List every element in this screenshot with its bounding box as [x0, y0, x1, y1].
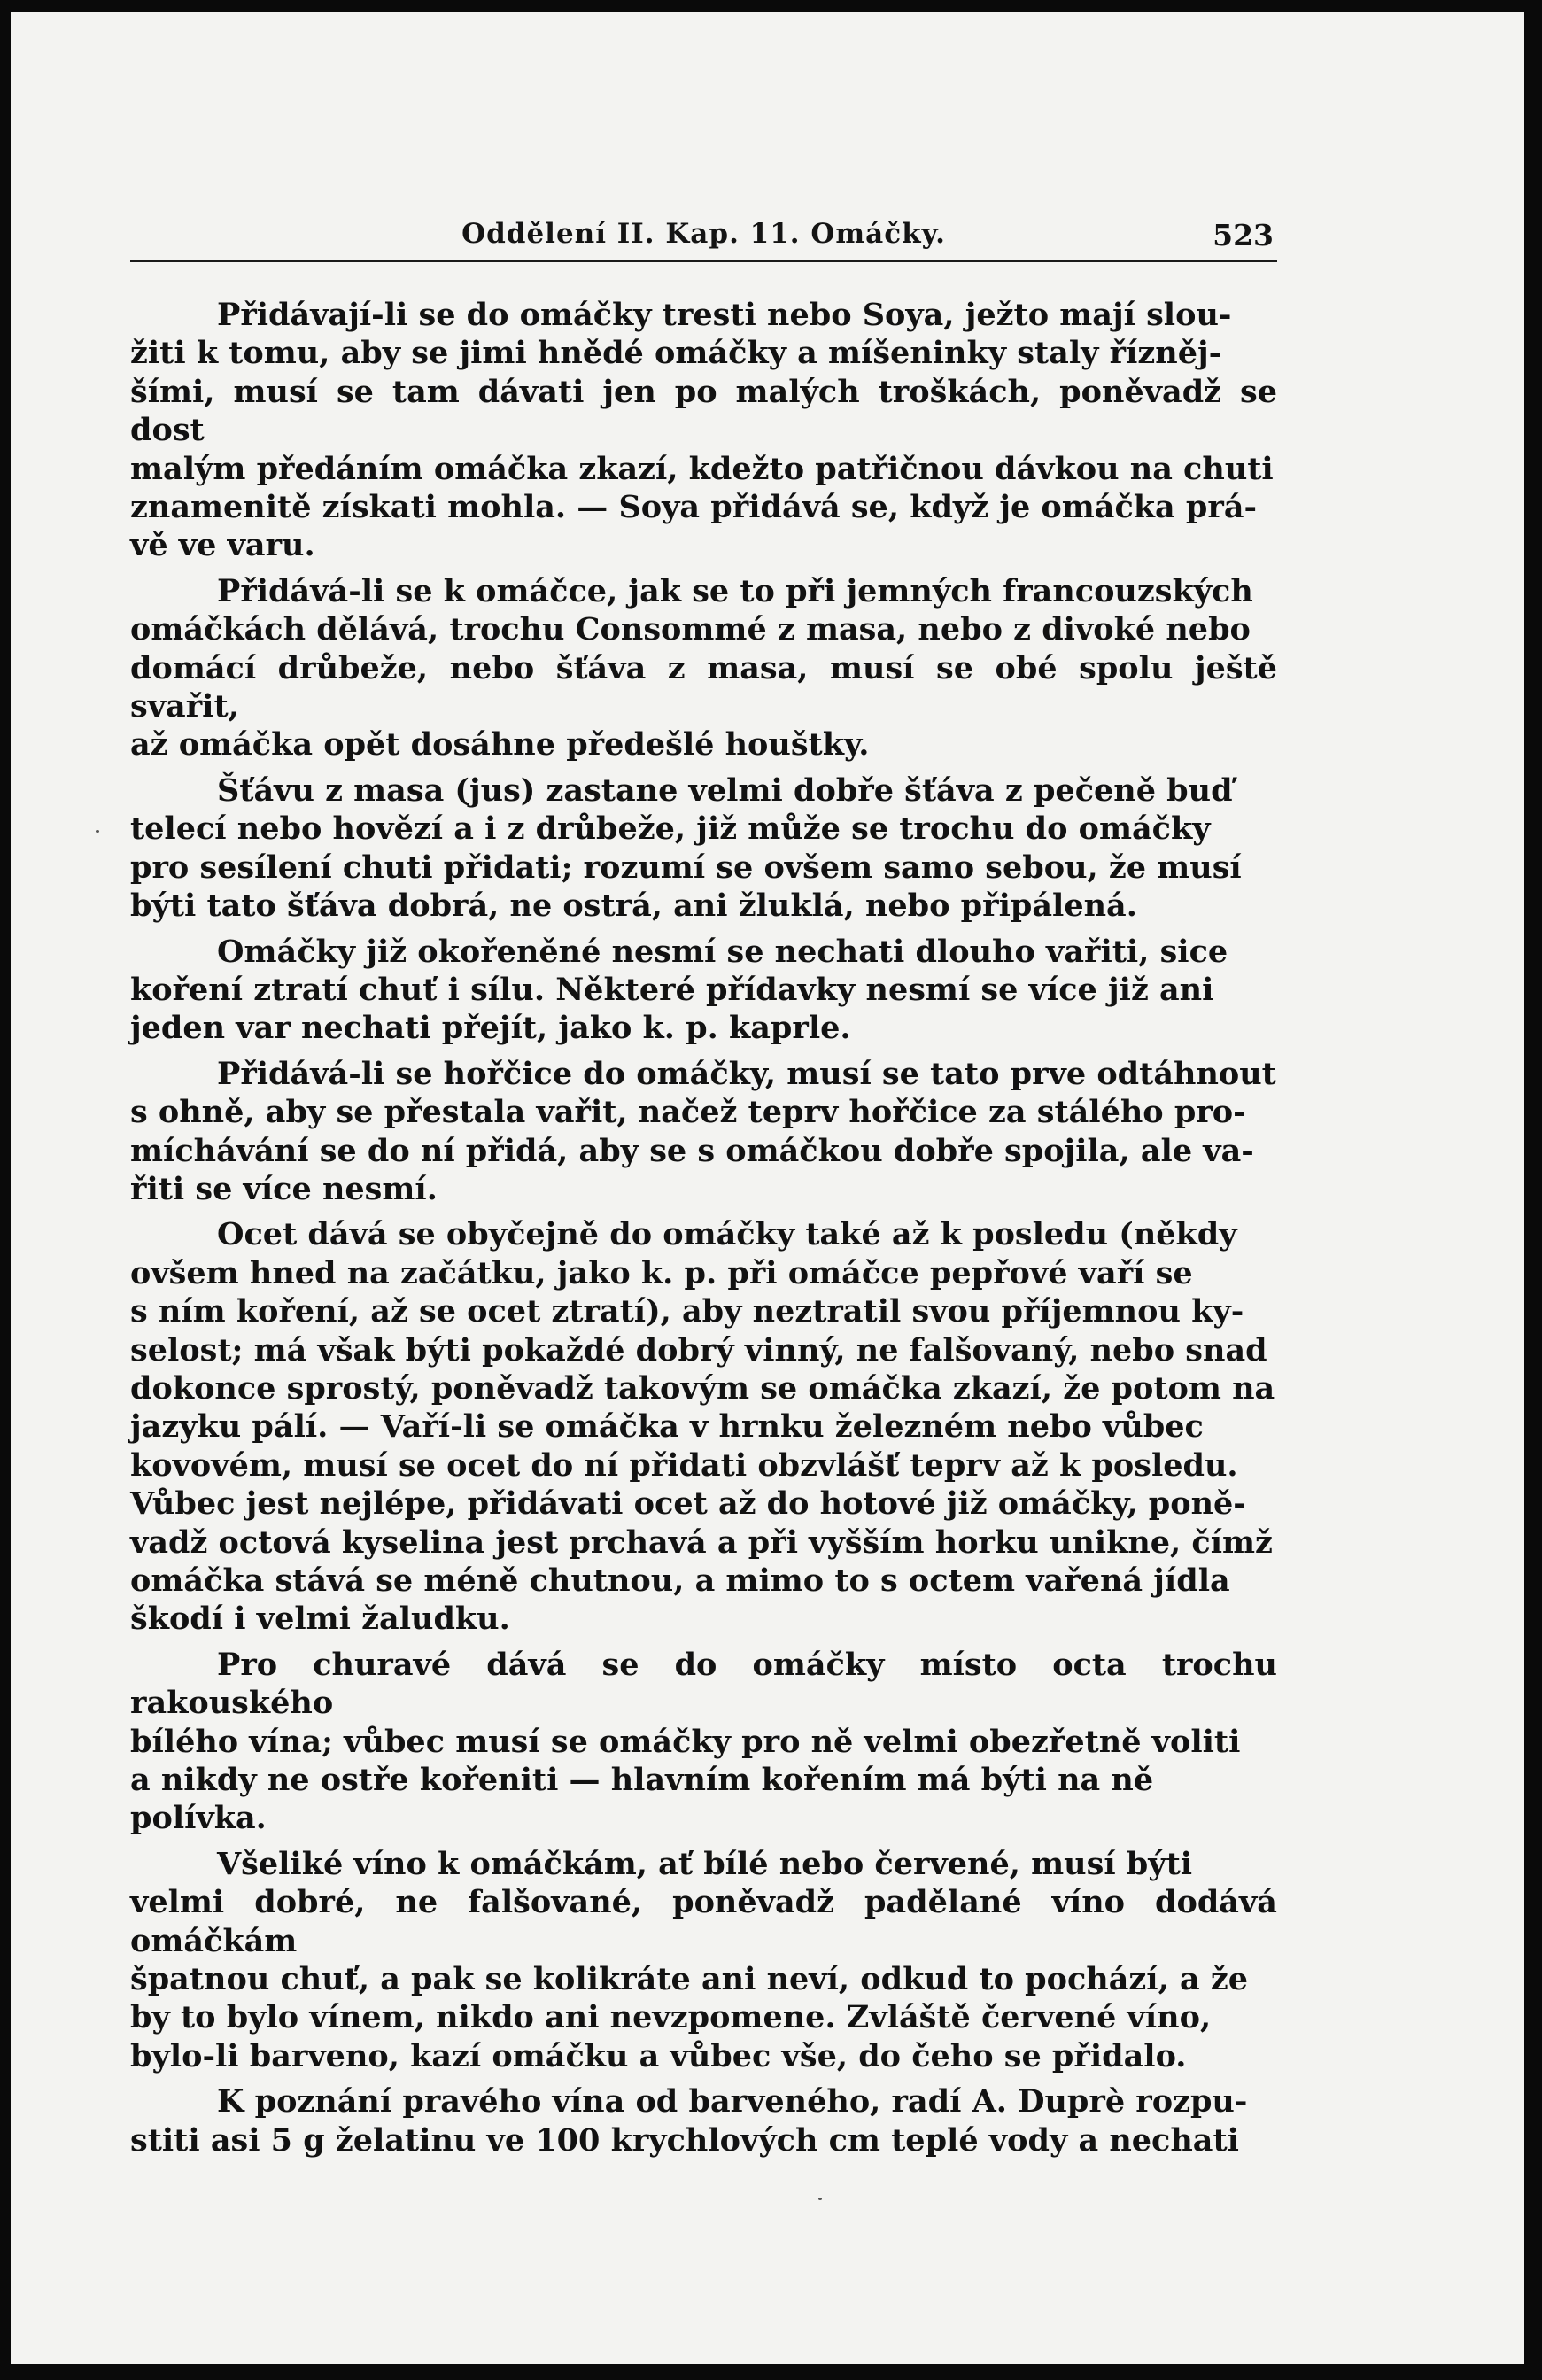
paragraph: Přidává-li se k omáčce, jak se to při jemných francouzských omáčkách dělává, trochu Consommé z masa, nebo z divoké nebo domácí drůbeže, nebo šťáva z masa, musí se obé spolu ještě svařit, až omáčka opět dosáhne předešlé houštky. — [130, 572, 1277, 764]
paper-speck — [96, 830, 99, 833]
paragraph: K poznání pravého vína od barveného, radí A. Duprè rozpu- stiti asi 5 g želatinu ve 100 krychlových cm teplé vody a nechati — [130, 2083, 1248, 2159]
paragraph: Pro churavé dává se do omáčky místo octa trochu rakouského bílého vína; vůbec musí se omáčky pro ně velmi obezřetně voliti a nikdy ne ostře kořeniti — hlavním kořením má býti na ně polívka. — [130, 1646, 1277, 1837]
header-title: Oddělení II. Kap. 11. Omáčky. — [461, 218, 946, 250]
paper-speck — [818, 2198, 822, 2200]
page-number: 523 — [1213, 218, 1274, 252]
paragraph: Šťávu z masa (jus) zastane velmi dobře šťáva z pečeně buď telecí nebo hovězí a i z drůbeže, již může se trochu do omáčky pro sesílení chuti přidati; rozumí se ovšem samo sebou, že musí býti tato šťáva dobrá, ne ostrá, ani žluklá, nebo připálená. — [130, 771, 1242, 925]
paragraph: Přidává-li se hořčice do omáčky, musí se tato prve odtáhnout s ohně, aby se přestala vařit, načež teprv hořčice za stálého pro- míchávání se do ní přidá, aby se s omáčkou dobře spojila, ale va- řiti se více nesmí. — [130, 1055, 1276, 1207]
paragraph: Omáčky již okořeněné nesmí se nechati dlouho vařiti, sice koření ztratí chuť i sílu. Některé přídavky nesmí se více již ani jeden var nechati přejít, jako k. p. kaprle. — [130, 933, 1228, 1047]
book-page — [11, 12, 1524, 2364]
paragraph: Všeliké víno k omáčkám, ať bílé nebo červené, musí býti velmi dobré, ne falšované, poněvadž padělané víno dodává omáčkám špatnou chuť, a pak se kolikráte ani neví, odkud to pochází, a že by to bylo vínem, nikdo ani nevzpomene. Zvláště červené víno, bylo-li barveno, kazí omáčku a vůbec vše, do čeho se přidalo. — [130, 1845, 1277, 2074]
body-text — [130, 296, 1277, 2159]
running-header — [130, 205, 1277, 262]
paragraph: Ocet dává se obyčejně do omáčky také až k posledu (někdy ovšem hned na začátku, jako k. p. při omáčce pepřové vaří se s ním koření, až se ocet ztratí), aby neztratil svou příjemnou ky- selost; má však býti pokaždé dobrý vinný, ne falšovaný, nebo snad dokonce sprostý, poněvadž takovým se omáčka zkazí, že potom na jazyku pálí. — Vaří-li se omáčka v hrnku železném nebo vůbec kovovém, musí se ocet do ní přidati obzvlášť teprv až k posledu. Vůbec jest nejlépe, přidávati ocet až do hotové již omáčky, poně- vadž octová kyselina jest prchavá a při vyšším horku unikne, čímž omáčka stává se méně chutnou, a mimo to s octem vařená jídla škodí i velmi žaludku. — [130, 1216, 1275, 1638]
paragraph: Přidávají-li se do omáčky tresti nebo Soya, ježto mají slou- žiti k tomu, aby se jimi hnědé omáčky a míšeninky staly řízněj- šími, musí se tam dávati jen po malých troškách, poněvadž se dost malým předáním omáčka zkazí, kdežto patřičnou dávkou na chuti znamenitě získati mohla. — Soya přidává se, když je omáčka prá- vě ve varu. — [130, 297, 1277, 564]
